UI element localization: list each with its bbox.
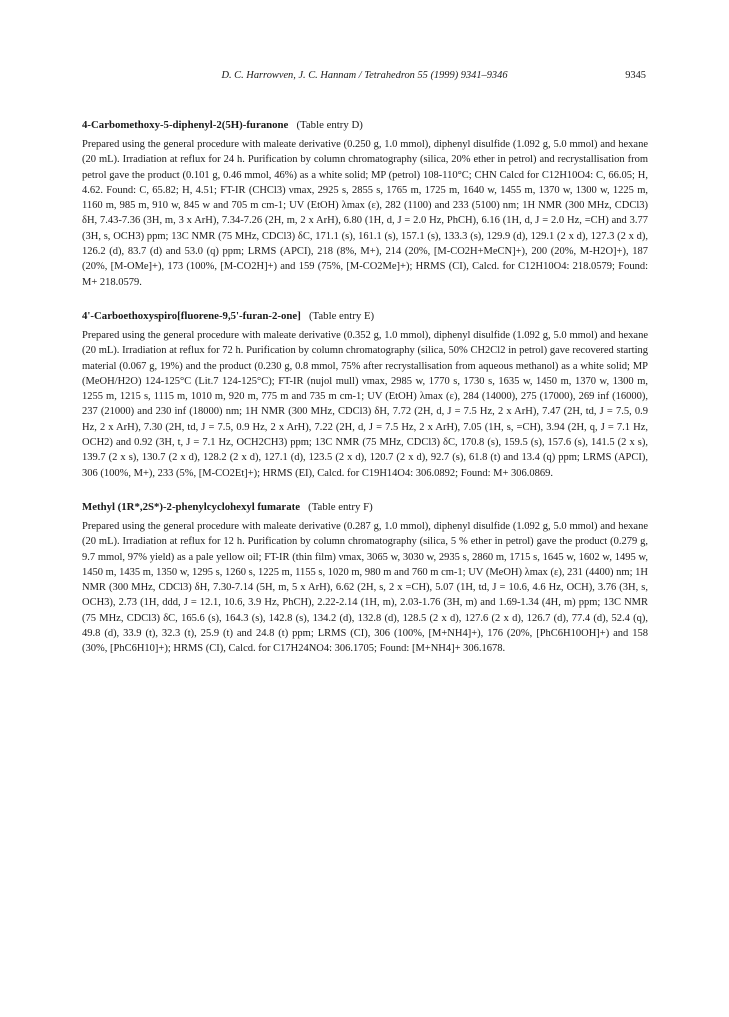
compound-name: 4-Carbomethoxy-5-diphenyl-2(5H)-furanone (82, 119, 289, 131)
page-number: 9345 (625, 70, 646, 81)
compound-name: 4'-Carboethoxyspiro[fluorene-9,5'-furan-2-one] (82, 309, 301, 322)
experimental-section (82, 118, 648, 676)
running-title: D. C. Harrowven, J. C. Hannam / Tetrahedron 55 (1999) 9341–9346 (221, 70, 508, 81)
compound-procedure-text: Prepared using the general procedure with maleate derivative (0.352 g, 1.0 mmol), diphenyl disulfide (1.092 g, 5.0 mmol) and hexane (20 mL). Irradiation at reflux for 72 h. Purification by column chromatography (silica, 50% CH2Cl2 in petrol) gave recovered starting material (0.067 g, 19%) and the product (0.230 g, 0.8 mmol, 75% after recrystallisation from aqueous methanol) as a white solid; MP (MeOH/H2O) 124-125°C (Lit.7 124-125°C); FT-IR (nujol mull) νmax, 2985 w, 1770 s, 1730 s, 1635 w, 1450 m, 1370 w, 1300 m, 1255 m, 1215 s, 1115 m, 1010 m, 920 m, 775 m and 735 m cm-1; UV (EtOH) λmax (ε), 284 (14000), 275 (17000), 269 inf (16000), 237 (21000) and 230 inf (18000) nm; 1H NMR (300 MHz, CDCl3) δH, 7.72 (2H, d, J = 7.5 Hz, 2 x ArH), 7.47 (2H, td, J = 7.5, 0.9 Hz, 2 x ArH), 7.30 (2H, td, J = 7.5, 0.9 Hz, 2 x ArH), 7.22 (2H, d, J = 7.5 Hz, 2 x ArH), 7.05 (1H, s, =CH), 3.94 (2H, q, J = 7.1 Hz, OCH2) and 0.92 (3H, t, J = 7.1 Hz, OCH2CH3) ppm; 13C NMR (75 MHz, CDCl3) δC, 170.8 (s), 159.5 (s), 157.6 (s), 141.5 (2 x s), 139.7 (2 x s), 130.7 (2 x d), 128.2 (2 x d), 127.1 (d), 123.5 (2 x d), 120.7 (2 x d), 92.7 (s), 61.8 (t) and 13.4 (q) ppm; LRMS (APCI), 306 (100%, M+), 233 (5%, [M-CO2Et]+); HRMS (EI), Calcd. for C19H14O4: 306.0892; Found: M+ 306.0869. (82, 329, 648, 479)
compound-entry-d (82, 118, 648, 290)
compound-procedure-text: Prepared using the general procedure with maleate derivative (0.287 g, 1.0 mmol), diphenyl disulfide (1.092 g, 5.0 mmol) and hexane (20 mL). Irradiation at reflux for 12 h. Purification by column chromatography (silica, 5 % ether in petrol) gave the product (0.279 g, 9.7 mmol, 97% yield) as a pale yellow oil; FT-IR (thin film) νmax, 3065 w, 3030 w, 2935 s, 2860 m, 1715 s, 1645 w, 1602 w, 1495 w, 1450 m, 1435 m, 1350 w, 1295 s, 1260 s, 1225 m, 1155 s, 1020 m, 980 m and 760 m cm-1; UV (MeOH) λmax (ε), 231 (4400) nm; 1H NMR (300 MHz, CDCl3) δH, 7.30-7.14 (5H, m, 5 x ArH), 6.62 (2H, s, 2 x =CH), 5.07 (1H, td, J = 10.6, 4.6 Hz, OCH), 3.76 (3H, s, OCH3), 2.73 (1H, ddd, J = 12.1, 10.6, 3.9 Hz, PhCH), 2.22-2.14 (1H, m), 2.03-1.76 (3H, m) and 1.69-1.34 (4H, m) ppm; 13C NMR (75 MHz, CDCl3) δC, 165.6 (s), 164.3 (s), 142.8 (s), 134.2 (d), 132.8 (d), 128.5 (2 x d), 127.6 (2 x d), 126.7 (d), 77.4 (d), 52.4 (q), 49.8 (d), 33.9 (t), 32.3 (t), 25.9 (t) and 24.8 (t) ppm; LRMS (CI), 306 (100%, [M+NH4]+), 176 (20%, [PhC6H10OH]+) and 158 (30%, [PhC6H10]+); HRMS (CI), Calcd. for C17H24NO4: 306.1705; Found: [M+NH4]+ 306.1678. (82, 520, 648, 655)
compound-heading (82, 500, 648, 519)
table-entry-reference: (Table entry D) (296, 119, 363, 131)
table-entry-reference: (Table entry F) (308, 500, 373, 513)
compound-entry-f (82, 500, 648, 657)
compound-heading (82, 309, 648, 328)
compound-entry-e (82, 309, 648, 481)
compound-name: Methyl (1R*,2S*)-2-phenylcyclohexyl fumarate (82, 500, 301, 513)
running-head (0, 70, 729, 86)
compound-heading (82, 118, 648, 137)
compound-procedure-text: Prepared using the general procedure with maleate derivative (0.250 g, 1.0 mmol), diphenyl disulfide (1.092 g, 5.0 mmol) and hexane (20 mL). Irradiation at reflux for 24 h. Purification by column chromatography (silica, 20% ether in petrol) and recrystallisation from petrol gave the product (0.101 g, 0.46 mmol, 46%) as a white solid; MP (petrol) 108-110°C; CHN Calcd for C12H10O4: C, 66.05; H, 4.62. Found: C, 65.82; H, 4.51; FT-IR (CHCl3) νmax, 2925 s, 2855 s, 1765 m, 1725 m, 1640 w, 1455 m, 1370 w, 1300 w, 1225 m, 1160 m, 985 m, 910 w, 845 w and 705 m cm-1; UV (EtOH) λmax (ε), 282 (1100) and 233 (5100) nm; 1H NMR (300 MHz, CDCl3) δH, 7.43-7.36 (3H, m, 3 x ArH), 7.34-7.26 (2H, m, 2 x ArH), 6.80 (1H, d, J = 2.0 Hz, PhCH), 6.16 (1H, d, J = 2.0 Hz, =CH) and 3.77 (3H, s, OCH3) ppm; 13C NMR (75 MHz, CDCl3) δC, 171.1 (s), 161.1 (s), 157.1 (s), 133.3 (s), 129.9 (d), 129.1 (2 x d), 127.3 (2 x d), 126.2 (d), 83.7 (d) and 53.0 (q) ppm; LRMS (APCI), 218 (8%, M+), 214 (20%, [M-CO2H+MeCN]+), 200 (20%, M-H2O]+), 187 (20%, [M-OMe]+), 173 (100%, [M-CO2H]+) and 159 (75%, [M-CO2Me]+); HRMS (CI), Calcd. for C12H10O4: 218.0579; Found: M+ 218.0579. (82, 139, 648, 288)
table-entry-reference: (Table entry E) (308, 309, 375, 322)
